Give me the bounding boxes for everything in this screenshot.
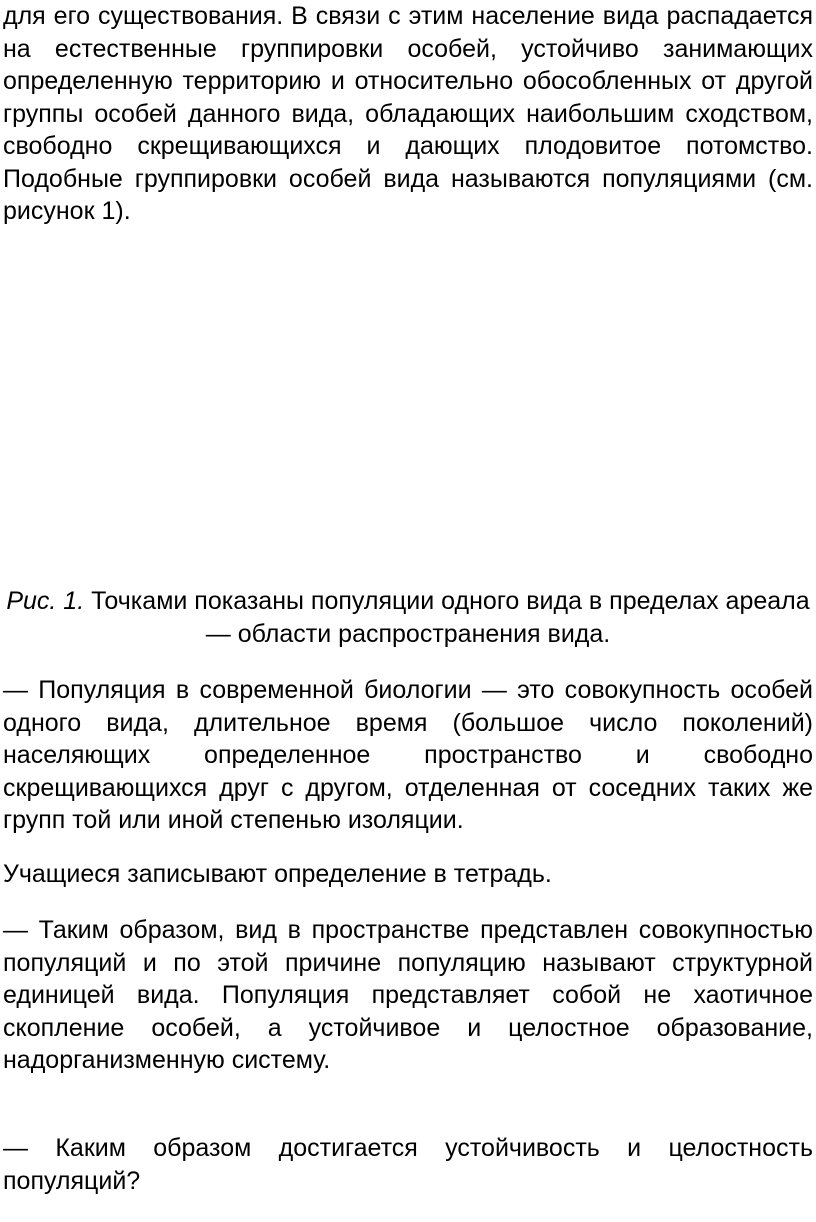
question-paragraph: — Каким образом достигается устойчивость и целостность популяций? [3,1134,813,1195]
intro-paragraph: для его существования. В связи с этим население вида распадается на естественные группировки особей, устойчиво занимающих определенную территорию и относительно обособленных от другой группы особей данного вида, обладающих наибольшим сходством, свободно скрещивающихся и дающих плодовитое потомство. Подобные группировки особей вида называются популяциями (см. рисунок 1). [3,2,813,225]
conclusion-paragraph: — Таким образом, вид в пространстве представлен совокупностью популяций и по этой причине популяцию называют структурной единицей вида. Популяция представляет собой не хаотичное скопление особей, а устойчивое и целостное образование, надорганизменную систему. [3,916,813,1074]
definition-paragraph: — Популяция в современной биологии — это совокупность особей одного вида, длительное время (большое число поколений) населяющих определенное пространство и свободно скрещивающихся друг с другом, отделенная от соседних таких же групп той или иной степенью изоляции. [3,676,813,834]
figure-caption [3,585,813,651]
students-note-paragraph: Учащиеся записывают определение в тетрадь. [3,860,552,888]
figure-caption-label: Рис. 1. [6,587,85,615]
figure-placeholder [3,270,813,575]
figure-caption-text: Точками показаны популяции одного вида в пределах ареала — области распространения вида. [84,587,810,648]
